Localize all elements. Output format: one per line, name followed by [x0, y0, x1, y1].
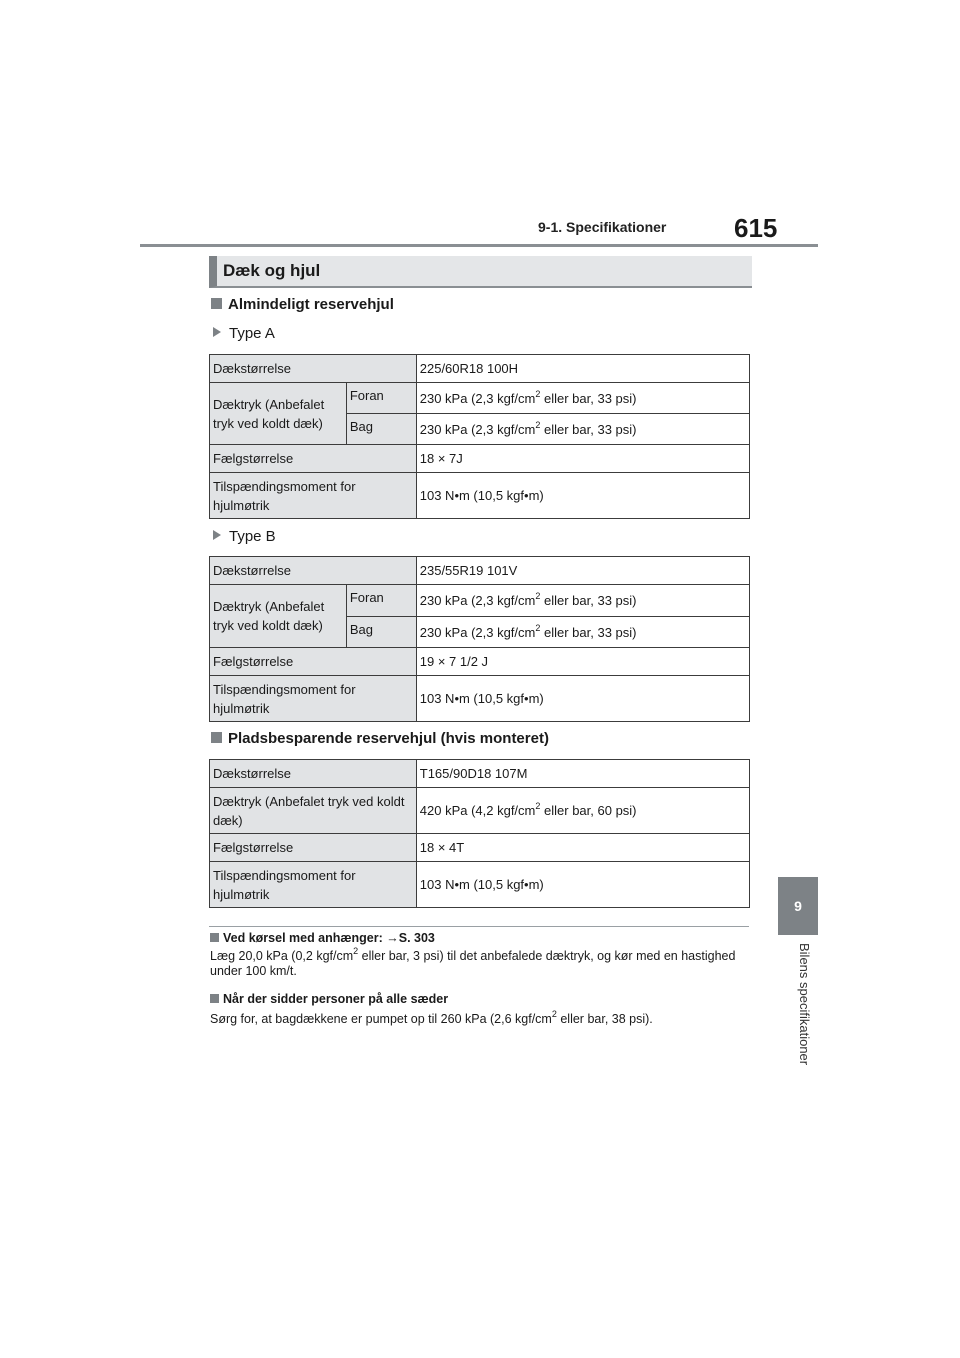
note-body-full-load: Sørg for, at bagdækkene er pumpet op til 260 kPa (2,6 kgf/$cm^2$ eller bar, 38 psi). [210, 1009, 653, 1026]
triangle-bullet-icon [213, 327, 221, 337]
page-number: 615 [734, 213, 778, 243]
label-cell: Foran [346, 383, 416, 414]
section-header: 9-1. Specifikationer [538, 219, 667, 235]
note-heading-trailer: Ved kørsel med anhænger: →S. 303 [210, 931, 435, 945]
header-rule [140, 244, 818, 247]
label-cell: Dæktryk (Anbefalet tryk ved koldt dæk) [210, 788, 417, 834]
table-row [210, 834, 750, 862]
label-cell: Fælgstørrelse [210, 834, 417, 862]
value-cell: 103 N•m (10,5 kgf•m) [416, 473, 749, 519]
table-row [210, 557, 750, 585]
note-heading-full-load: Når der sidder personer på alle sæder [210, 992, 448, 1006]
label-cell: Dæktryk (Anbefalet tryk ved koldt dæk) [210, 585, 347, 648]
table-row [210, 676, 750, 722]
table-row [210, 473, 750, 519]
table-row [210, 585, 750, 617]
table-row [210, 445, 750, 473]
type-b-heading: Type B [213, 528, 276, 545]
label-cell: Tilspændingsmoment for hjulmøtrik [210, 473, 417, 519]
label-cell: Fælgstørrelse [210, 445, 417, 473]
square-bullet-icon [211, 732, 222, 743]
value-cell: 230 kPa (2,3 kgf/$cm^2$ eller bar, 33 psi) [416, 383, 749, 414]
section-title: Dæk og hjul [223, 261, 321, 280]
subheading-compact-spare: Pladsbesparende reservehjul (hvis monteret) [211, 730, 549, 747]
table-row [210, 788, 750, 834]
value-cell: 103 N•m (10,5 kgf•m) [416, 676, 749, 722]
value-cell: 18 × 7J [416, 445, 749, 473]
triangle-bullet-icon [213, 530, 221, 540]
value-cell: 18 × 4T [416, 834, 749, 862]
table-row [210, 760, 750, 788]
table-row [210, 355, 750, 383]
value-cell: 19 × 7 1/2 J [416, 648, 749, 676]
table-row [210, 383, 750, 414]
table-row [210, 648, 750, 676]
compact-spare-table [209, 759, 750, 908]
label-cell: Dækstørrelse [210, 557, 417, 585]
square-bullet-icon [210, 933, 219, 942]
value-cell: 235/55R19 101V [416, 557, 749, 585]
type-a-table [209, 354, 750, 519]
value-cell: 420 kPa (4,2 kgf/$cm^2$ eller bar, 60 psi) [416, 788, 749, 834]
label-cell: Dækstørrelse [210, 760, 417, 788]
value-cell: 103 N•m (10,5 kgf•m) [416, 862, 749, 908]
square-bullet-icon [211, 298, 222, 309]
type-b-table [209, 556, 750, 722]
label-cell: Dækstørrelse [210, 355, 417, 383]
value-cell: 230 kPa (2,3 kgf/$cm^2$ eller bar, 33 psi) [416, 585, 749, 617]
chapter-label: Bilens specifikationer [797, 943, 812, 1066]
value-cell: T165/90D18 107M [416, 760, 749, 788]
label-cell: Tilspændingsmoment for hjulmøtrik [210, 862, 417, 908]
table-row [210, 862, 750, 908]
label-cell: Bag [346, 617, 416, 648]
chapter-tab: 9 [778, 877, 818, 935]
value-cell: 230 kPa (2,3 kgf/$cm^2$ eller bar, 33 psi) [416, 617, 749, 648]
type-a-heading: Type A [213, 325, 275, 342]
label-cell: Bag [346, 414, 416, 445]
square-bullet-icon [210, 994, 219, 1003]
label-cell: Tilspændingsmoment for hjulmøtrik [210, 676, 417, 722]
label-cell: Fælgstørrelse [210, 648, 417, 676]
value-cell: 230 kPa (2,3 kgf/$cm^2$ eller bar, 33 psi) [416, 414, 749, 445]
label-cell: Dæktryk (Anbefalet tryk ved koldt dæk) [210, 383, 347, 445]
label-cell: Foran [346, 585, 416, 617]
value-cell: 225/60R18 100H [416, 355, 749, 383]
notes-divider [209, 926, 749, 927]
section-title-band [209, 256, 752, 288]
note-body-trailer: Læg 20,0 kPa (0,2 kgf/$cm^2$ eller bar, 3 psi) til det anbefalede dæktryk, og kør med en hastighed under 100 km/t. [210, 946, 736, 978]
subheading-normal-spare: Almindeligt reservehjul [211, 296, 394, 313]
